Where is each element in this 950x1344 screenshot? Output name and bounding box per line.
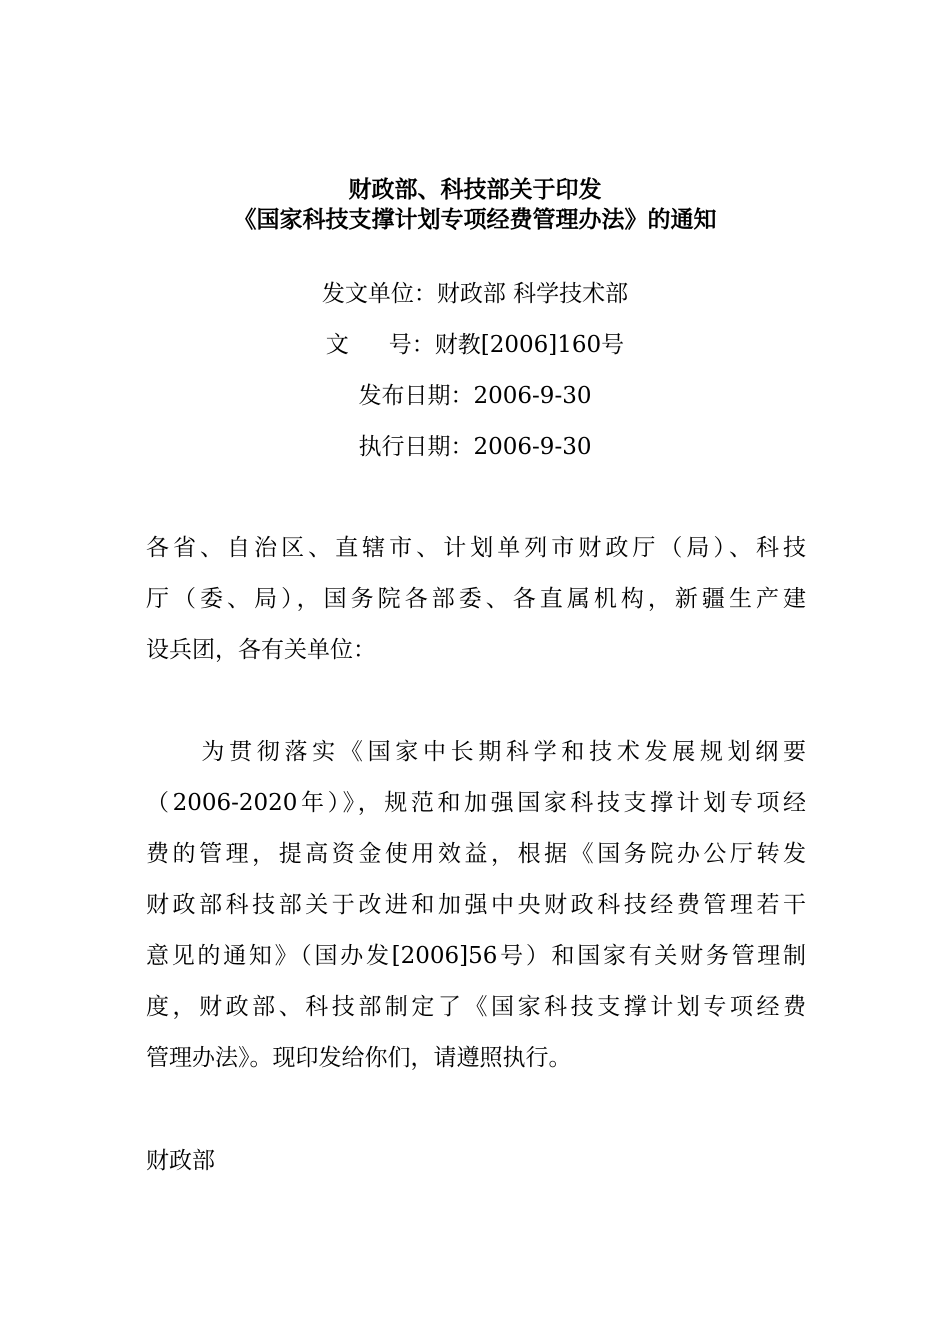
addressee-line-2: 厅（委、局），国务院各部委、各直属机构，新疆生产建	[146, 586, 806, 612]
publish-date-line: 发布日期：2006-9-30	[358, 383, 592, 409]
signature: 财政部	[146, 1148, 215, 1174]
body-line-3: 费的管理，提高资金使用效益，根据《国务院办公厅转发	[146, 841, 806, 867]
doc-number-line	[0, 330, 950, 360]
body-line-7: 管理办法》。现印发给你们，请遵照执行。	[146, 1045, 572, 1071]
body-line-4: 财政部科技部关于改进和加强中央财政科技经费管理若干	[146, 892, 806, 918]
addressee-line-1: 各省、自治区、直辖市、计划单列市财政厅（局）、科技	[146, 535, 806, 561]
addressee-line-3: 设兵团，各有关单位：	[146, 637, 376, 663]
document-title-line-2: 《国家科技支撑计划专项经费管理办法》的通知	[233, 206, 717, 233]
body-line-6: 度，财政部、科技部制定了《国家科技支撑计划专项经费	[146, 994, 806, 1020]
issuer-line: 发文单位：财政部 科学技术部	[321, 281, 629, 307]
effective-date-line: 执行日期：2006-9-30	[358, 434, 592, 460]
body-line-1: 为贯彻落实《国家中长期科学和技术发展规划纲要	[146, 739, 806, 765]
doc-number-label-a: 文	[325, 332, 349, 358]
body-line-2: （2006-2020年）》，规范和加强国家科技支撑计划专项经	[146, 790, 806, 816]
document-title-line-1: 财政部、科技部关于印发	[348, 176, 602, 203]
doc-number-value: 号：财教[2006]160号	[388, 332, 625, 358]
body-line-5: 意见的通知》（国办发[2006]56号）和国家有关财务管理制	[146, 943, 806, 969]
